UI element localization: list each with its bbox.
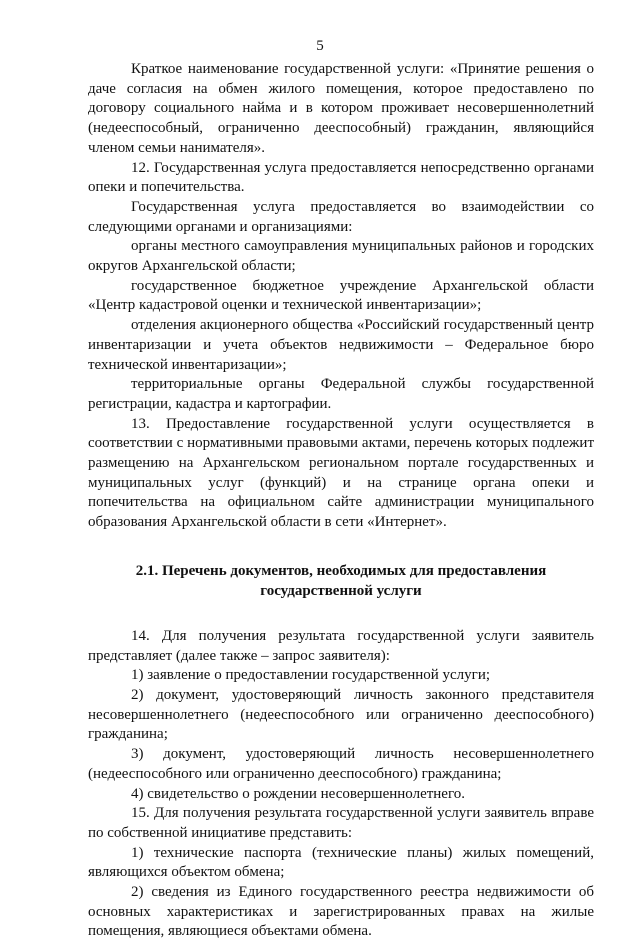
section-heading bbox=[88, 561, 594, 601]
paragraph: Краткое наименование государственной услуги: «Принятие решения о даче согласия на обмен жилого помещения, которое предоставлено по договору социального найма и в котором проживает несовершеннолетний (недееспособный, ограниченно дееспособный) гражданин, являющийся членом семьи нанимателя». bbox=[88, 61, 594, 156]
paragraph: 1) заявление о предоставлении государственной услуги; bbox=[131, 667, 491, 684]
page-number: 5 bbox=[316, 38, 324, 54]
paragraph: 2) сведения из Единого государственного реестра недвижимости об основных характеристиках и зарегистрированных правах на жилые помещения, являющиеся объектами обмена. bbox=[88, 884, 594, 940]
paragraph: 1) технические паспорта (технические планы) жилых помещений, являющихся объектом обмена; bbox=[88, 844, 594, 881]
section-heading-line: 2.1. Перечень документов, необходимых для предоставления bbox=[135, 562, 547, 579]
paragraph: 15. Для получения результата государственной услуги заявитель вправе по собственной инициативе представить: bbox=[88, 805, 594, 841]
paragraph: Государственная услуга предоставляется во взаимодействии со следующими органами и организациями: bbox=[88, 198, 594, 235]
paragraph: органы местного самоуправления муниципальных районов и городских округов Архангельской области; bbox=[88, 238, 594, 275]
paragraph: территориальные органы Федеральной службы государственной регистрации, кадастра и картографии. bbox=[88, 376, 594, 412]
paragraph: 4) свидетельство о рождении несовершеннолетнего. bbox=[131, 785, 465, 802]
paragraph: 14. Для получения результата государственной услуги заявитель представляет (далее также – запрос заявителя): bbox=[88, 627, 594, 664]
document-body bbox=[88, 60, 594, 942]
paragraph: 13. Предоставление государственной услуги осуществляется в соответствии с нормативными правовыми актами, перечень которых подлежит размещению на Архангельском региональном портале государственных и муниципальных услуг (функций) и на странице органа опеки и попечительства на официальном сайте администрации муниципального образования Архангельской области в сети «Интернет». bbox=[88, 415, 594, 531]
paragraph: 12. Государственная услуга предоставляется непосредственно органами опеки и попечительства. bbox=[88, 159, 594, 196]
paragraph: государственное бюджетное учреждение Архангельской области «Центр кадастровой оценки и технической инвентаризации»; bbox=[88, 277, 594, 314]
paragraph: отделения акционерного общества «Российский государственный центр инвентаризации и учета объектов недвижимости – Федеральное бюро технической инвентаризации»; bbox=[88, 317, 594, 373]
paragraph: 3) документ, удостоверяющий личность несовершеннолетнего (недееспособного или ограниченно дееспособного) гражданина; bbox=[88, 746, 594, 782]
section-heading-line: государственной услуги bbox=[260, 582, 422, 599]
paragraph: 2) документ, удостоверяющий личность законного представителя несовершеннолетнего (недееспособного или ограниченно дееспособного) гражданина; bbox=[88, 686, 594, 743]
